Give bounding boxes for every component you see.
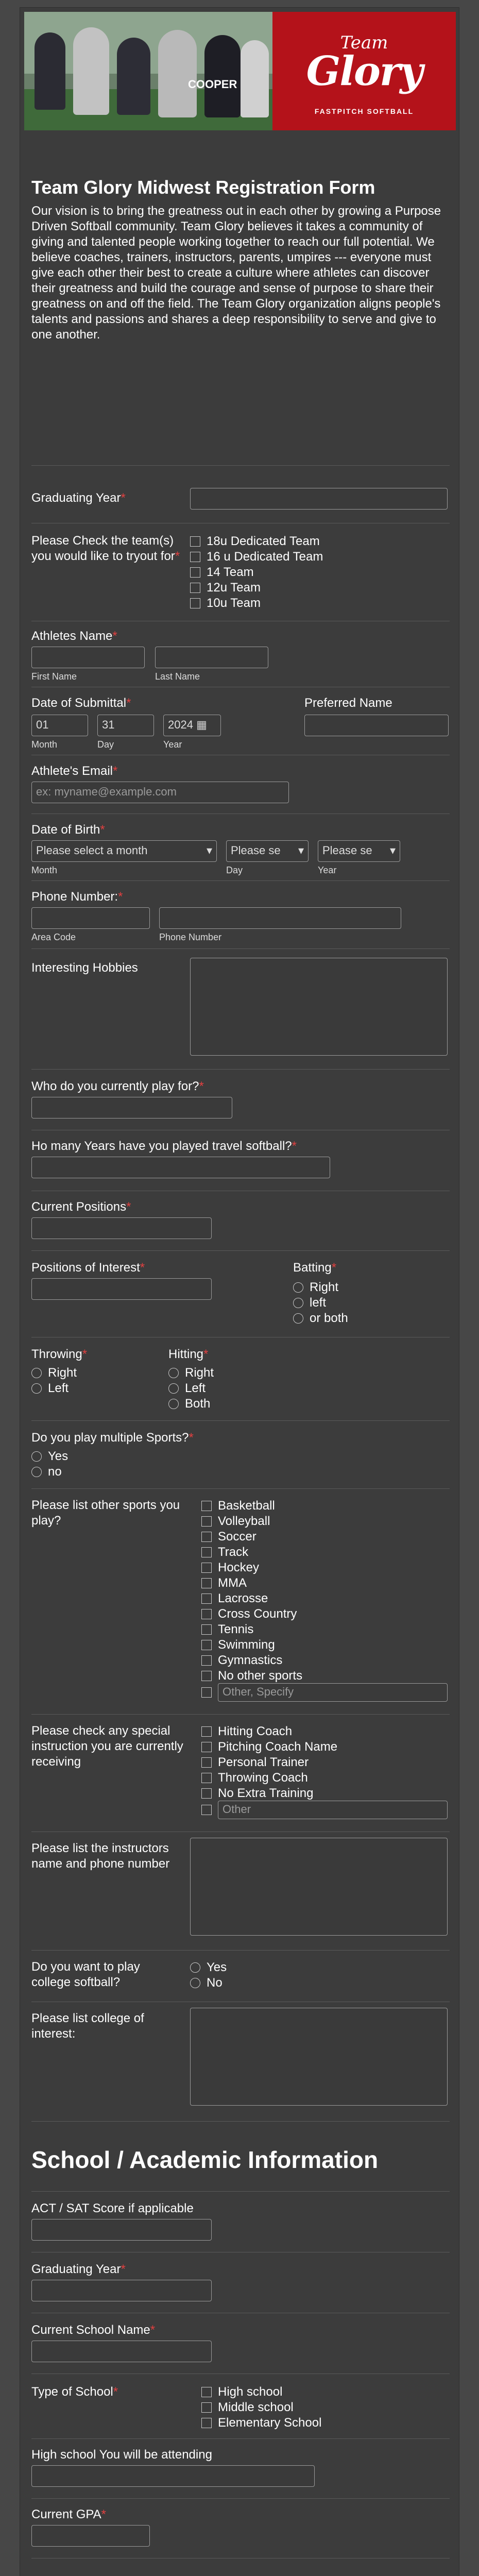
graduating-year-input[interactable] xyxy=(190,488,448,510)
hs-attend-input[interactable] xyxy=(31,2465,315,2487)
instr-throwing-coach-option[interactable]: Throwing Coach xyxy=(201,1771,308,1785)
athlete-email-input[interactable]: ex: myname@example.com xyxy=(31,782,289,803)
hitting-label: Hitting* xyxy=(168,1347,209,1361)
sport-tennis-option[interactable]: Tennis xyxy=(201,1622,253,1637)
hobbies-label: Interesting Hobbies xyxy=(31,961,138,975)
dob-day-sublabel: Day xyxy=(226,865,243,875)
instructors-textarea[interactable] xyxy=(190,1838,448,1936)
school-name-label: Current School Name* xyxy=(31,2323,156,2337)
dob-month-sublabel: Month xyxy=(31,865,58,875)
current-positions-input[interactable] xyxy=(31,1217,212,1239)
divider xyxy=(31,1420,450,1421)
batting-both-option[interactable]: or both xyxy=(293,1311,348,1326)
who-play-label: Who do you currently play for?* xyxy=(31,1079,204,1093)
act-sat-label: ACT / SAT Score if applicable xyxy=(31,2201,194,2215)
batting-right-option[interactable]: Right xyxy=(293,1280,338,1295)
instr-personal-trainer-option[interactable]: Personal Trainer xyxy=(201,1755,309,1770)
years-travel-label: Ho many Years have you played travel softball?* xyxy=(31,1139,297,1153)
phone-number-input[interactable] xyxy=(159,907,401,929)
school-grad-year-label: Graduating Year* xyxy=(31,2262,126,2276)
school-name-input[interactable] xyxy=(31,2341,212,2362)
batting-label: Batting* xyxy=(293,1261,337,1275)
divider xyxy=(31,2121,450,2122)
instr-no-extra-option[interactable]: No Extra Training xyxy=(201,1786,313,1801)
date-submittal-label: Date of Submittal* xyxy=(31,696,131,710)
instr-other-option[interactable] xyxy=(201,1805,218,1815)
throwing-left-option[interactable]: Left xyxy=(31,1381,69,1396)
college-list-textarea[interactable] xyxy=(190,2008,448,2106)
instr-other-input[interactable]: Other xyxy=(218,1801,448,1819)
divider xyxy=(31,2191,450,2192)
sport-gymnastics-option[interactable]: Gymnastics xyxy=(201,1653,282,1668)
hitting-left-option[interactable]: Left xyxy=(168,1381,206,1396)
school-type-high-option[interactable]: High school xyxy=(201,2385,282,2399)
other-sports-label: Please list other sports you play? xyxy=(31,1498,180,1528)
athlete-first-name-input[interactable] xyxy=(31,647,145,668)
first-name-sublabel: First Name xyxy=(31,671,77,682)
throwing-label: Throwing* xyxy=(31,1347,88,1361)
athlete-last-name-input[interactable] xyxy=(155,647,268,668)
school-type-label: Type of School* xyxy=(31,2385,118,2399)
sport-basketball-option[interactable]: Basketball xyxy=(201,1499,275,1513)
photo-sign-text: COOPER xyxy=(188,78,237,91)
throwing-right-option[interactable]: Right xyxy=(31,1366,77,1380)
sport-no-other-option[interactable]: No other sports xyxy=(201,1669,302,1683)
sport-hockey-option[interactable]: Hockey xyxy=(201,1561,259,1575)
team-glory-logo: Team Glory FASTPITCH SOFTBALL xyxy=(272,12,456,130)
form-title: Team Glory Midwest Registration Form xyxy=(31,177,375,198)
multi-sports-no-option[interactable]: no xyxy=(31,1465,62,1479)
gpa-label: Current GPA* xyxy=(31,2507,106,2521)
divider xyxy=(31,1714,450,1715)
divider xyxy=(31,1069,450,1070)
gpa-input[interactable] xyxy=(31,2525,150,2547)
divider xyxy=(31,948,450,949)
special-instruction-label: Please check any special instruction you are currently receiving xyxy=(31,1724,183,1769)
month-sublabel: Month xyxy=(31,739,58,750)
preferred-name-label: Preferred Name xyxy=(304,696,392,710)
positions-interest-label: Positions of Interest* xyxy=(31,1261,145,1275)
graduating-year-label: Graduating Year* xyxy=(31,491,126,505)
school-section-heading: School / Academic Information xyxy=(31,2146,379,2173)
last-name-sublabel: Last Name xyxy=(155,671,200,682)
area-code-input[interactable] xyxy=(31,907,150,929)
hitting-right-option[interactable]: Right xyxy=(168,1366,214,1380)
team-option-14[interactable]: 14 Team xyxy=(190,565,254,580)
dob-label: Date of Birth* xyxy=(31,823,105,837)
dob-month-select[interactable]: Please select a month ▾ xyxy=(31,840,217,862)
submittal-year-input[interactable]: 2024 ▦ xyxy=(163,715,221,736)
sport-mma-option[interactable]: MMA xyxy=(201,1576,247,1590)
divider xyxy=(31,1250,450,1251)
college-question-label: Do you want to play college softball? xyxy=(31,1960,140,1989)
hs-attend-label: High school You will be attending xyxy=(31,2448,212,2462)
sport-track-option[interactable]: Track xyxy=(201,1545,248,1560)
team-photo xyxy=(24,12,272,130)
instr-hitting-coach-option[interactable]: Hitting Coach xyxy=(201,1724,292,1739)
sport-other-option[interactable] xyxy=(201,1687,218,1698)
phone-label: Phone Number:* xyxy=(31,890,123,904)
area-code-sublabel: Area Code xyxy=(31,932,76,942)
team-option-16u[interactable]: 16 u Dedicated Team xyxy=(190,550,323,564)
divider xyxy=(31,1488,450,1489)
dob-year-sublabel: Year xyxy=(318,865,337,875)
divider xyxy=(31,1950,450,1951)
instructors-label: Please list the instructors name and phone number xyxy=(31,1841,170,1871)
multi-sports-label: Do you play multiple Sports?* xyxy=(31,1431,194,1445)
multi-sports-yes-option[interactable]: Yes xyxy=(31,1449,68,1464)
divider xyxy=(31,2498,450,2499)
athlete-email-label: Athlete's Email* xyxy=(31,764,118,778)
registration-form xyxy=(20,7,459,2576)
divider xyxy=(31,465,450,466)
year-sublabel: Year xyxy=(163,739,182,750)
team-tryout-label: Please Check the team(s) you would like to tryout for* xyxy=(31,534,180,563)
sport-swimming-option[interactable]: Swimming xyxy=(201,1638,275,1652)
current-positions-label: Current Positions* xyxy=(31,1200,131,1214)
day-sublabel: Day xyxy=(97,739,114,750)
dob-year-select[interactable]: Please se ▾ xyxy=(318,840,400,862)
sport-soccer-option[interactable]: Soccer xyxy=(201,1530,256,1544)
school-grad-year-input[interactable] xyxy=(31,2280,212,2301)
preferred-name-input[interactable] xyxy=(304,715,449,736)
act-sat-input[interactable] xyxy=(31,2219,212,2241)
team-option-10u[interactable]: 10u Team xyxy=(190,596,261,611)
college-list-label: Please list college of interest: xyxy=(31,2011,144,2041)
batting-left-option[interactable]: left xyxy=(293,1296,326,1310)
phone-number-sublabel: Phone Number xyxy=(159,932,222,942)
athletes-name-label: Athletes Name* xyxy=(31,629,117,643)
dob-day-select[interactable]: Please se ▾ xyxy=(226,840,309,862)
who-play-input[interactable] xyxy=(31,1097,232,1118)
school-type-middle-option[interactable]: Middle school xyxy=(201,2400,294,2415)
team-option-18u[interactable]: 18u Dedicated Team xyxy=(190,534,320,549)
hitting-both-option[interactable]: Both xyxy=(168,1397,210,1411)
positions-interest-input[interactable] xyxy=(31,1278,212,1300)
calendar-icon[interactable]: ▦ xyxy=(196,718,207,731)
header-banner xyxy=(24,12,456,130)
team-option-12u[interactable]: 12u Team xyxy=(190,581,261,595)
hobbies-textarea[interactable] xyxy=(190,958,448,1056)
sport-volleyball-option[interactable]: Volleyball xyxy=(201,1514,270,1529)
form-intro: Our vision is to bring the greatness out in each other by growing a Purpose Driven Softball community. Team Glory believes it takes a community of giving and talented people working together to reach our full potential. We believe coaches, trainers, instructors, parents, umpires --- everyone must give each other their best to create a culture where athletes can discover their greatness and build the courage and sense of purpose to share their greatness on and off the field. The Team Glory organization aligns people's talents and passions and shares a deep responsibility to serve and give to one another. xyxy=(31,204,441,342)
college-yes-option[interactable]: Yes xyxy=(190,1960,227,1975)
sport-cross-country-option[interactable]: Cross Country xyxy=(201,1607,297,1621)
years-travel-input[interactable] xyxy=(31,1157,330,1178)
divider xyxy=(31,880,450,881)
submittal-day-input[interactable]: 31 xyxy=(97,715,154,736)
submittal-month-input[interactable]: 01 xyxy=(31,715,88,736)
divider xyxy=(31,2438,450,2439)
sport-lacrosse-option[interactable]: Lacrosse xyxy=(201,1591,268,1606)
instr-pitching-coach-option[interactable]: Pitching Coach Name xyxy=(201,1740,337,1754)
sport-other-input[interactable]: Other, Specify xyxy=(218,1683,448,1702)
school-type-elementary-option[interactable]: Elementary School xyxy=(201,2416,321,2430)
college-no-option[interactable]: No xyxy=(190,1976,223,1990)
